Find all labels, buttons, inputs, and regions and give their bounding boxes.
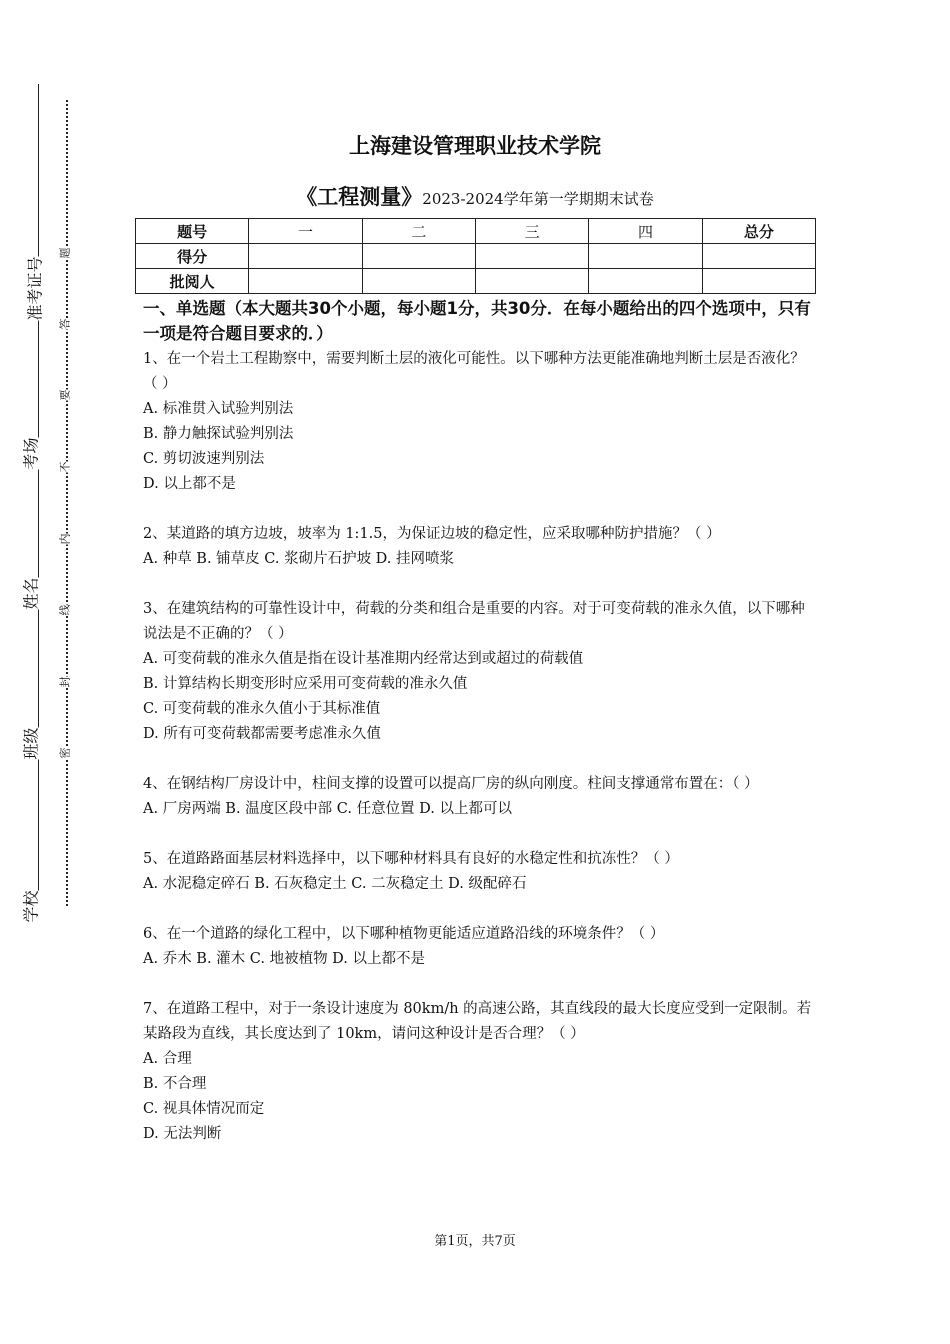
warning-char: 题 [58, 247, 72, 259]
binding-dotted-line [66, 100, 68, 906]
reviewer-cell[interactable] [475, 269, 588, 294]
label-name: 姓名 [17, 577, 44, 609]
reviewer-cell[interactable] [249, 269, 362, 294]
exam-subtitle [0, 181, 950, 211]
reviewer-cell[interactable] [702, 269, 815, 294]
score-row [136, 244, 816, 269]
option[interactable]: B. 计算结构长期变形时应采用可变荷载的准永久值 [143, 676, 468, 692]
question [143, 922, 818, 972]
score-cell[interactable] [362, 244, 475, 269]
label-class: 班级 [17, 727, 44, 759]
warning-char: 密 [58, 747, 72, 759]
question-stem: 7、在道路工程中，对于一条设计速度为 80km/h 的高速公路，其直线段的最大长度应受到一定限制。若某路段为直线，其长度达到了 10km，请问这种设计是否合理？（ ） [143, 1001, 812, 1042]
question-stem: 5、在道路路面基层材料选择中，以下哪种材料具有良好的水稳定性和抗冻性？（ ） [143, 851, 679, 867]
score-cell[interactable] [249, 244, 362, 269]
option[interactable]: C. 可变荷载的准永久值小于其标准值 [143, 701, 381, 717]
warning-char: 答 [58, 318, 72, 330]
score-cell[interactable] [702, 244, 815, 269]
label-exam-room: 考场 [17, 437, 44, 469]
question [143, 997, 818, 1147]
exam-term: 2023-2024学年第一学期期末试卷 [422, 190, 654, 208]
question-stem: 4、在钢结构厂房设计中，柱间支撑的设置可以提高厂房的纵向刚度。柱间支撑通常布置在：（ ） [143, 776, 759, 792]
score-cell[interactable] [589, 244, 702, 269]
score-table [135, 218, 816, 294]
option[interactable]: B. 静力触探试验判别法 [143, 426, 294, 442]
label-school: 学校 [17, 890, 44, 922]
question [143, 597, 818, 747]
score-cell[interactable] [475, 244, 588, 269]
options-line[interactable]: A. 种草 B. 铺草皮 C. 浆砌片石护坡 D. 挂网喷浆 [143, 551, 455, 567]
col-header: 四 [589, 219, 702, 244]
label-exam-number: 准考证号 [21, 256, 48, 320]
warning-char: 线 [58, 604, 72, 616]
reviewer-cell[interactable] [362, 269, 475, 294]
page-footer: 第1页，共7页 [434, 1234, 516, 1249]
question-stem: 3、在建筑结构的可靠性设计中，荷载的分类和组合是重要的内容。对于可变荷载的准永久值，以下哪种说法是不正确的？（ ） [143, 601, 805, 642]
question-stem: 1、在一个岩土工程勘察中，需要判断土层的液化可能性。以下哪种方法更能准确地判断土层是否液化？（ ） [143, 351, 805, 392]
warning-char: 内 [58, 533, 72, 545]
col-header: 题号 [136, 219, 249, 244]
option[interactable]: C. 视具体情况而定 [143, 1101, 265, 1117]
option[interactable]: C. 剪切波速判别法 [143, 451, 265, 467]
options-line[interactable]: A. 乔木 B. 灌木 C. 地被植物 D. 以上都不是 [143, 951, 426, 967]
col-header: 二 [362, 219, 475, 244]
col-header: 三 [475, 219, 588, 244]
option[interactable]: D. 以上都不是 [143, 476, 236, 492]
school-name: 上海建设管理职业技术学院 [349, 134, 601, 158]
option[interactable]: A. 合理 [143, 1051, 192, 1067]
option[interactable]: B. 不合理 [143, 1076, 207, 1092]
course-title: 《工程测量》 [296, 185, 423, 209]
option[interactable]: A. 可变荷载的准永久值是指在设计基准期内经常达到或超过的荷载值 [143, 651, 584, 667]
col-header: 一 [249, 219, 362, 244]
exam-content [143, 296, 818, 1172]
reviewer-cell[interactable] [589, 269, 702, 294]
warning-char: 不 [58, 461, 72, 473]
score-header-row [136, 219, 816, 244]
section-title: 一、单选题（本大题共30个小题，每小题1分，共30分．在每小题给出的四个选项中，只有一项是符合题目要求的．） [143, 299, 811, 343]
options-line[interactable]: A. 水泥稳定碎石 B. 石灰稳定土 C. 二灰稳定土 D. 级配碎石 [143, 876, 527, 892]
option[interactable]: A. 标准贯入试验判别法 [143, 401, 294, 417]
option[interactable]: D. 所有可变荷载都需要考虑准永久值 [143, 726, 381, 742]
row-header: 得分 [136, 244, 249, 269]
question-stem: 2、某道路的填方边坡，坡率为 1:1.5，为保证边坡的稳定性，应采取哪种防护措施？（ ） [143, 526, 721, 542]
question [143, 522, 818, 572]
question [143, 847, 818, 897]
col-header: 总分 [702, 219, 815, 244]
option[interactable]: D. 无法判断 [143, 1126, 222, 1142]
question-stem: 6、在一个道路的绿化工程中，以下哪种植物更能适应道路沿线的环境条件？（ ） [143, 926, 665, 942]
options-line[interactable]: A. 厂房两端 B. 温度区段中部 C. 任意位置 D. 以上都可以 [143, 801, 513, 817]
warning-char: 封 [58, 676, 72, 688]
row-header: 批阅人 [136, 269, 249, 294]
question [143, 772, 818, 822]
warning-char: 要 [58, 389, 72, 401]
question [143, 347, 818, 497]
reviewer-row [136, 269, 816, 294]
